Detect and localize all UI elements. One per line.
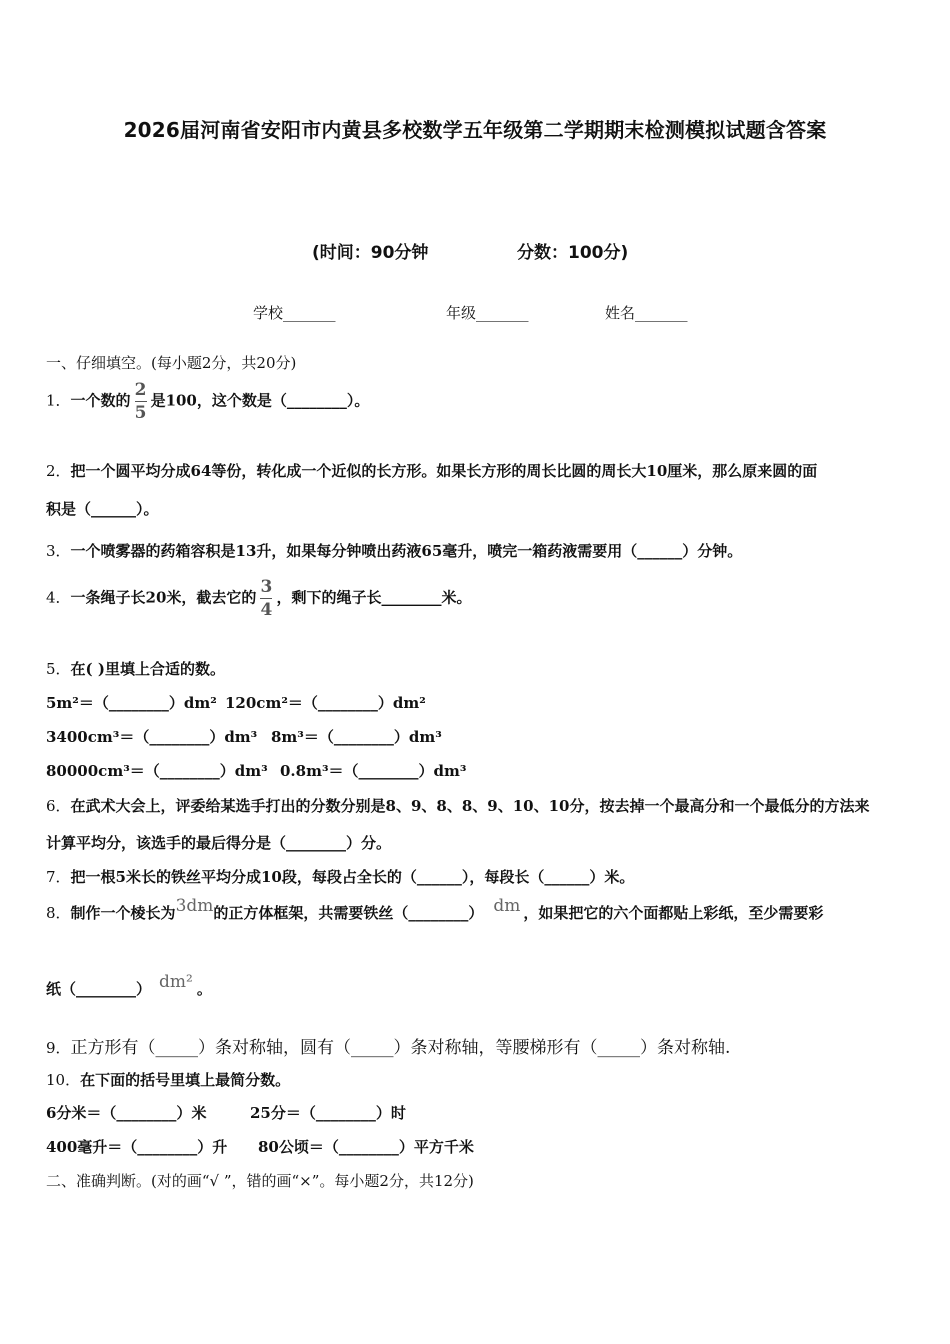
- question-text: 。: [196, 980, 212, 998]
- section-1-heading: 一、仔细填空。(每小题2分，共20分): [46, 354, 297, 372]
- question-text: 一条绳子长20米，截去它的: [70, 588, 257, 607]
- q5-item: 80000cm³＝（________）dm³: [46, 762, 268, 780]
- question-number: 8．: [46, 904, 71, 922]
- q10-item: 25分＝（________）时: [250, 1104, 406, 1122]
- unit-3dm: 3dm: [175, 896, 214, 916]
- question-3: [46, 540, 742, 561]
- question-2: [46, 460, 817, 481]
- fraction-denominator: 4: [260, 600, 273, 620]
- question-text: ，剩下的绳子长________米。: [276, 588, 472, 607]
- question-1: [46, 381, 369, 422]
- question-text: 把一根5米长的铁丝平均分成10段，每段占全长的（______），每段长（______）米。: [70, 868, 635, 886]
- question-text: 在武术大会上，评委给某选手打出的分数分别是8、9、8、8、9、10、10分，按去掉一个最高分和一个最低分的方法来: [70, 797, 870, 815]
- question-5: [46, 658, 225, 679]
- fraction: [260, 578, 272, 619]
- question-4: [46, 578, 471, 619]
- question-text: 在下面的括号里填上最简分数。: [80, 1071, 291, 1089]
- question-number: 3．: [46, 542, 71, 560]
- question-number: 9．: [46, 1039, 71, 1057]
- grade-field: 年级_______: [446, 304, 529, 322]
- fraction-denominator: 5: [134, 403, 147, 423]
- question-text: 一个喷雾器的药箱容积是13升，如果每分钟喷出药液65毫升，喷完一箱药液需要用（______）分钟。: [70, 542, 743, 560]
- section-2-heading: 二、准确判断。(对的画“√ ”，错的画“×”。每小题2分，共12分): [46, 1172, 474, 1190]
- q5-item: 0.8m³＝（________）dm³: [280, 762, 467, 780]
- q5-item: 3400cm³＝（________）dm³: [46, 728, 258, 746]
- unit-dm: dm: [493, 896, 521, 916]
- question-number: 4．: [46, 588, 71, 607]
- question-8-continued: [46, 972, 212, 999]
- question-text: 把一个圆平均分成64等份，转化成一个近似的长方形。如果长方形的周长比圆的周长大10厘米，那么原来圆的面: [70, 462, 818, 480]
- question-number: 2．: [46, 462, 71, 480]
- q5-item: 5m²＝（________）dm²: [46, 694, 217, 712]
- question-number: 7．: [46, 868, 71, 886]
- question-text: 制作一个棱长为: [70, 904, 176, 922]
- fraction-numerator: 3: [260, 577, 273, 597]
- q5-item: 8m³＝（________）dm³: [271, 728, 442, 746]
- question-2-continued: 积是（______）。: [46, 500, 159, 518]
- question-number: 10．: [46, 1071, 81, 1089]
- question-number: 5．: [46, 660, 71, 678]
- q10-item: 400毫升＝（________）升: [46, 1138, 228, 1156]
- question-10: [46, 1069, 290, 1090]
- exam-time: (时间：90分钟: [312, 243, 429, 263]
- question-7: [46, 866, 634, 887]
- question-text: 是100，这个数是（________）。: [150, 391, 370, 410]
- exam-score: 分数：100分): [517, 243, 629, 263]
- q10-item: 80公顷＝（________）平方千米: [258, 1138, 474, 1156]
- fraction: [135, 381, 147, 422]
- fraction-numerator: 2: [134, 380, 147, 400]
- school-field: 学校_______: [253, 304, 336, 322]
- question-text: ，如果把它的六个面都贴上彩纸，至少需要彩: [523, 904, 824, 922]
- question-text: 正方形有（_____）条对称轴，圆有（_____）条对称轴，等腰梯形有（_____）条对称轴.: [70, 1038, 731, 1058]
- q5-item: 120cm²＝（________）dm²: [225, 694, 426, 712]
- question-8: [46, 896, 824, 923]
- question-number: 1．: [46, 391, 71, 410]
- name-field: 姓名_______: [605, 304, 688, 322]
- q10-item: 6分米＝（________）米: [46, 1104, 207, 1122]
- page-title: 2026届河南省安阳市内黄县多校数学五年级第二学期期末检测模拟试题含答案: [123, 118, 827, 142]
- question-6-continued: 计算平均分，该选手的最后得分是（________）分。: [46, 834, 392, 852]
- question-6: [46, 795, 870, 816]
- question-text: 的正方体框架，共需要铁丝（________）: [213, 904, 484, 922]
- question-9: [46, 1033, 730, 1058]
- question-text: 纸（________）: [46, 980, 152, 998]
- question-text: 在( )里填上合适的数。: [70, 660, 225, 678]
- question-text: 一个数的: [70, 391, 131, 410]
- unit-dm2: dm²: [159, 972, 193, 992]
- question-number: 6．: [46, 797, 71, 815]
